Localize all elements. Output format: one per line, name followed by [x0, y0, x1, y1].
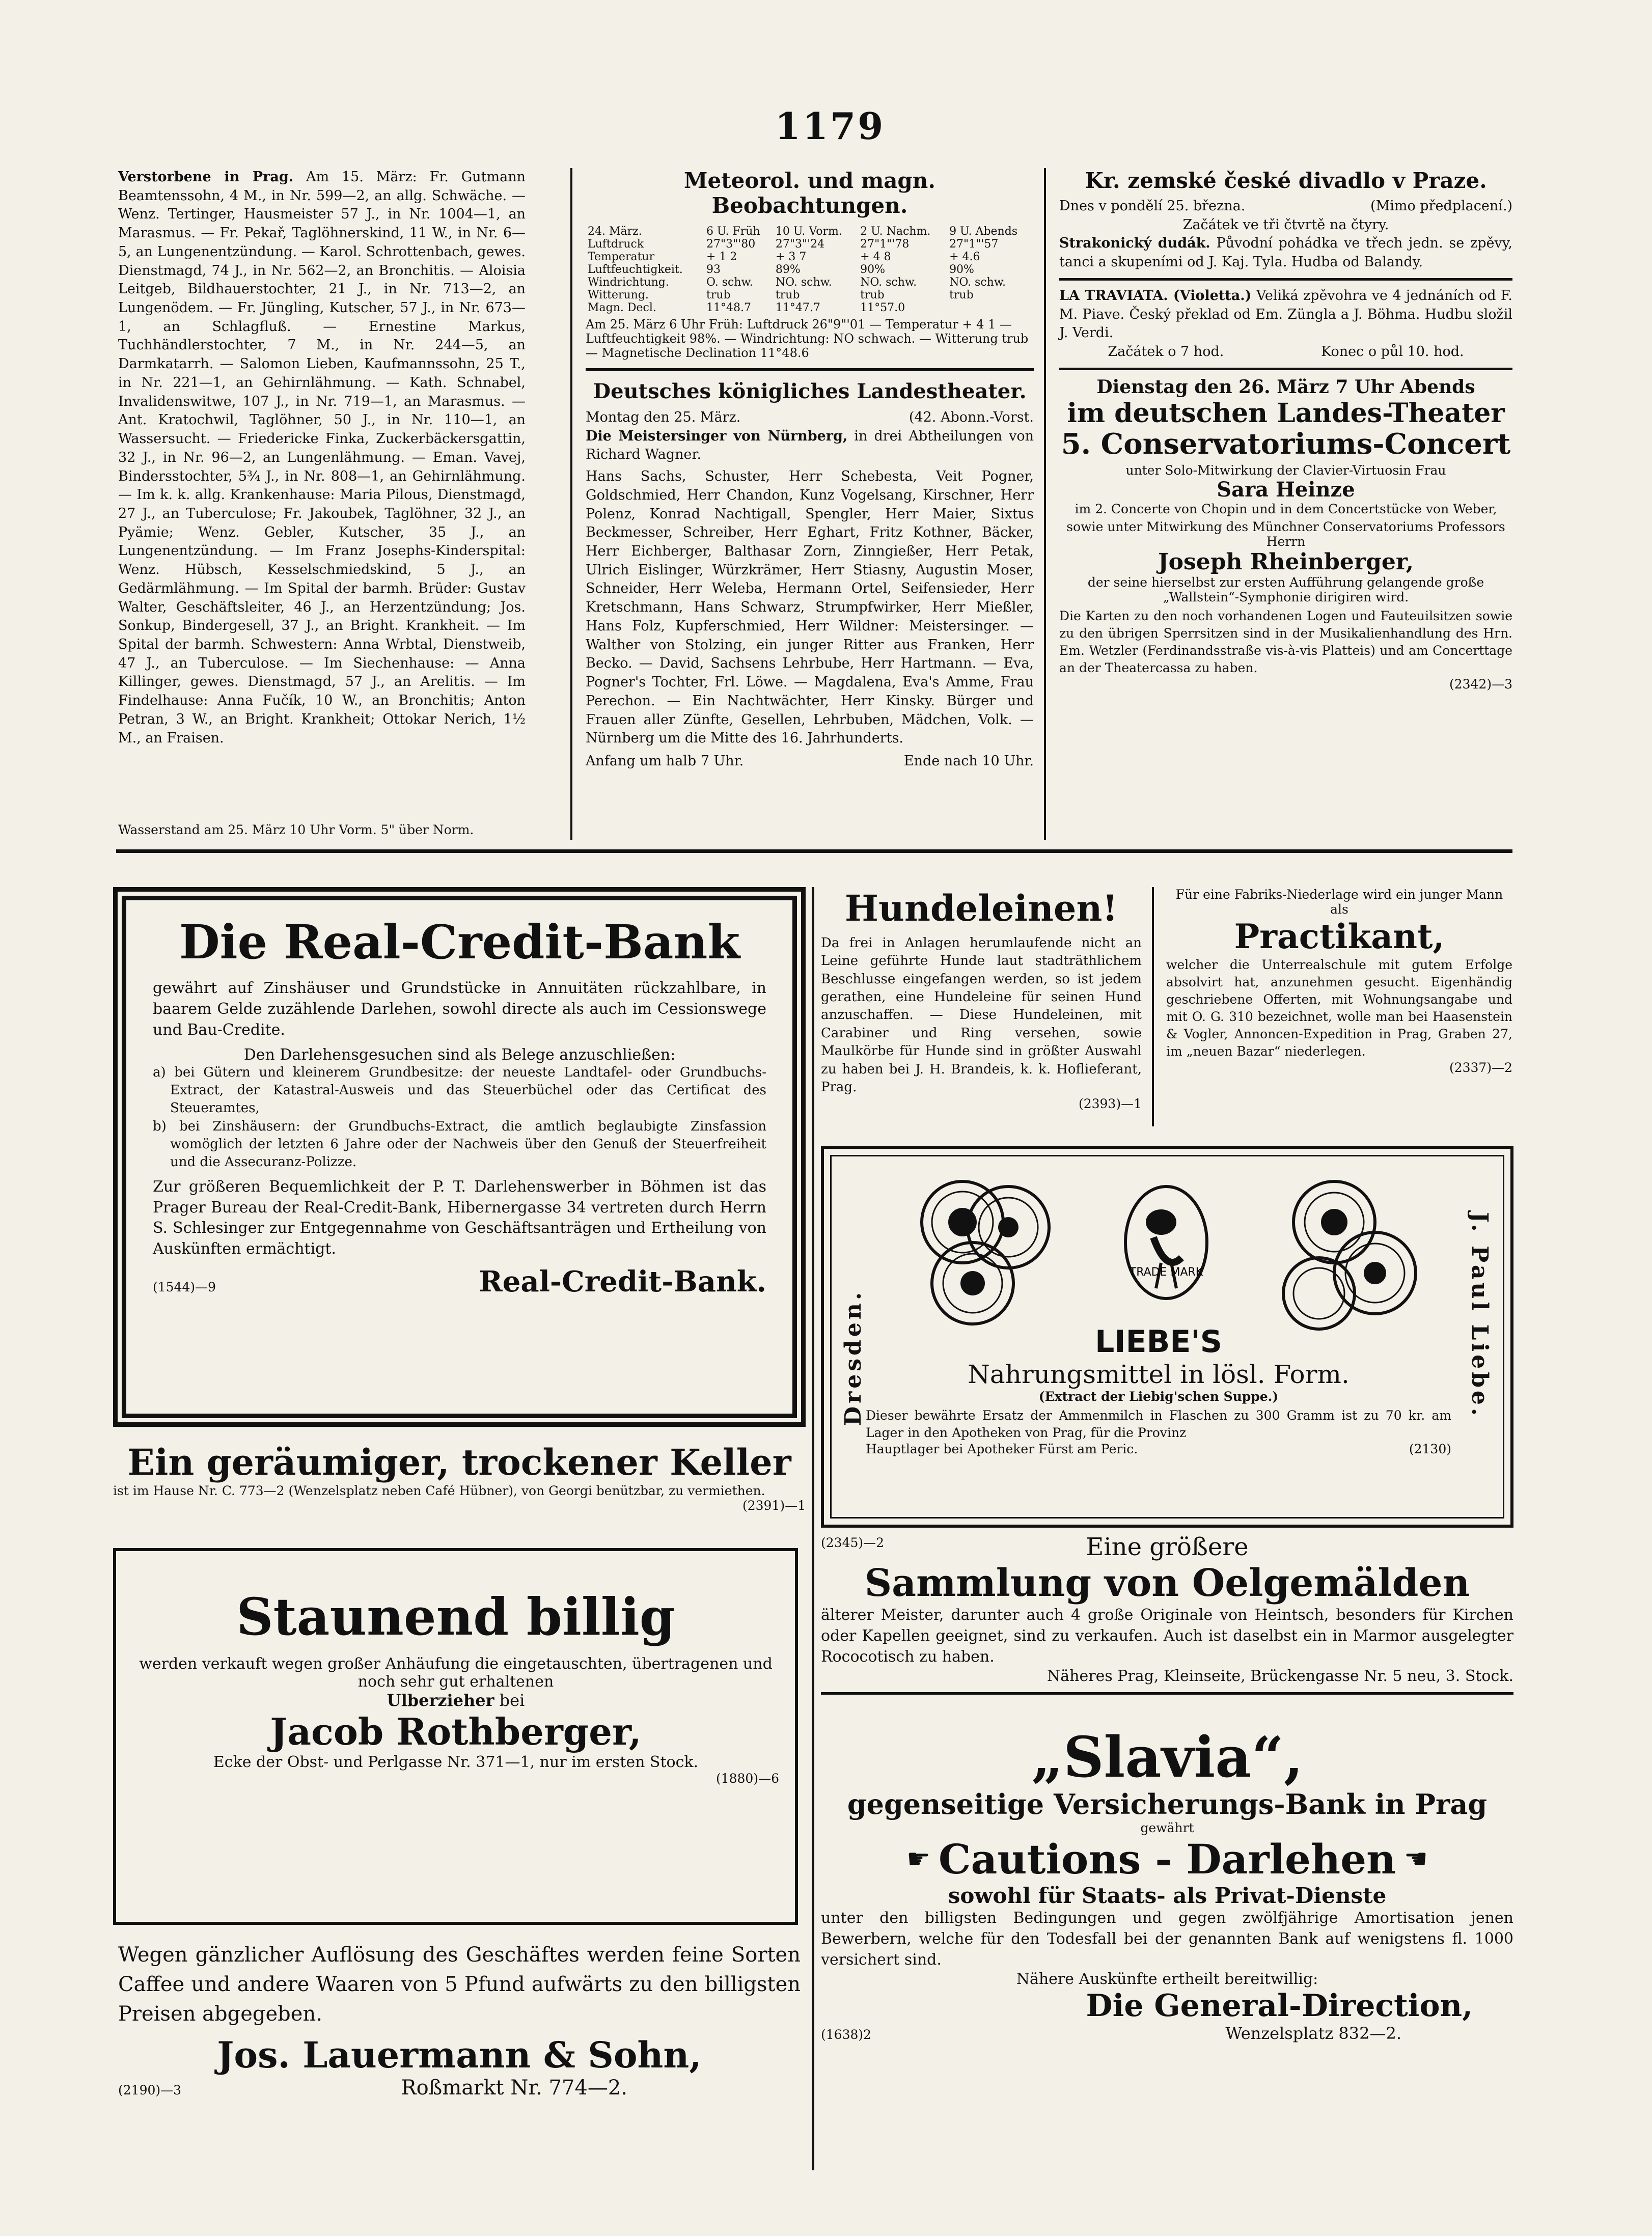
- cheap-code: (1880)—6: [715, 1771, 779, 1786]
- weather-column: [586, 168, 1034, 771]
- weather-row: Luftfeuchtigkeit. 93 89% 90% 90%: [588, 263, 974, 276]
- water-level: Wasserstand am 25. März 10 Uhr Vorm. 5" über Norm.: [118, 822, 474, 837]
- concert-under: unter Solo-Mitwirkung der Clavier-Virtuosin Frau: [1125, 463, 1446, 478]
- dog-ad: [821, 887, 1142, 1111]
- bank-ad: [153, 917, 766, 1299]
- painting-pre: Eine größere: [1086, 1533, 1249, 1561]
- slavia-info: Nähere Auskünfte ertheilt bereitwillig:: [1016, 1970, 1318, 1989]
- deaths-column: [118, 168, 526, 748]
- deaths-text: Am 15. März: Fr. Gutmann Beamtenssohn, 4 M., in Nr. 599—2, an allg. Schwäche. — Wenz. Tertinger, Hausmeister 57 J., in Nr. 1004—1, an Marasmus. — Fr. Pekař, Taglöhnerskind, 11 W., in Nr. 6—5, an Lungenentzündung. — Karol. Schrottenbach, gewes. Dienstmagd, 74 J., in Nr. 562—2, an Bronchitis. — Aloisia Leitgeb, Bildhauerstochter, 21 J., in Nr. 713—2, an Lungenödem. — Fr. Jüngling, Kutscher, 57 J., in Nr. 673—1, an Schlagfluß. — Ernestine Markus, Tuchhändlerstochter, 7 M., in Nr. 244—5, an Darmkatarrh. — Salomon Lieben, Kaufmannssohn, 25 T., in Nr. 221—1, an Gehirnlähmung. — Kath. Schnabel, Invalidenswitwe, 107 J., in Nr. 719—1, an Marasmus. — Ant. Kratochwil, Taglöhner, 50 J., in Nr. 110—1, an Wassersucht. — Friedericke Finka, Zuckerbäckersgattin, 32 J., in Nr. 96—2, an Lungenlähmung. — Eman. Vavej, Bindersstochter, 5¾ J., in Nr. 808—1, an Gehirnlähmung. — Im k. k. allg. Krankenhause: Maria Pilous, Dienstmagd, 27 J., an Tuberculose; Fr. Jakoubek, Taglöhner, 32 J., an Pyämie; Wenz. Gebler, Kutscher, 35 J., an Lungenentzündung. — Im Franz Josephs-Kinderspital: Wenz. Hübsch, Kesselschmiedskind, 5 J., an Gedärmlähmung. — Im Spital der barmh. Brüder: Gustav Walter, Geschäftsleiter, 46 J., an Herzentzündung; Jos. Sonkup, Bindergesell, 37 J., an Bright. Krankheit. — Im Spital der barmh. Schwestern: Anna Wrbtal, Dienstweib, 47 J., an Tuberculose. — Im Siechenhause: — Anna Killinger, gewes. Dienstmagd, 57 J., an Arelitis. — Im Findelhause: Anna Fučík, 10 W., an Bronchitis; Anton Petran, 3 W., an Bright. Krankheit; Ottokar Nerich, 1½ M., an Fraisen.: [118, 169, 526, 746]
- lower-column-rule: [812, 887, 814, 2170]
- rule: [1059, 368, 1512, 370]
- rule: [1059, 278, 1512, 281]
- bank-code: (1544)—9: [153, 1279, 216, 1294]
- cheap-bei: bei: [499, 1691, 525, 1710]
- slavia-ad: [821, 1726, 1513, 2043]
- czech-date: Dnes v pondělí 25. března.: [1059, 198, 1246, 214]
- medal-icon: [1293, 1181, 1375, 1263]
- czech-start-line: Začátek ve tři čtvrtě na čtyry.: [1182, 216, 1389, 233]
- cellar-title: Ein geräumiger, trockener Keller: [127, 1441, 791, 1483]
- theatre-date: Montag den 25. März.: [586, 409, 741, 425]
- pianist-name: Sara Heinze: [1217, 478, 1355, 502]
- painting-code: (2345)—2: [821, 1535, 885, 1550]
- dog-code: (2393)—1: [1078, 1096, 1142, 1112]
- pointing-hand-right-icon: ☛: [906, 1844, 930, 1874]
- bank-item-b: b) bei Zinshäusern: der Grundbuchs-Extract, die amtlich beglaubigte Zinsfassion womöglich der letzten 6 Jahre oder der Nachweis über den Genuß der Steuerfreiheit und die Assecuranz-Polizze.: [153, 1118, 766, 1170]
- traviata-desc: Veliká zpěvohra ve 4 jednáních od F. M. Piave. Český překlad od Em. Züngla a J. Böhma. Hudbu složil J. Verdi.: [1059, 287, 1512, 341]
- cellar-code: (2391)—1: [742, 1498, 806, 1513]
- slavia-signature: Die General-Direction,: [1086, 1988, 1473, 2024]
- coffee-ad: [118, 1940, 801, 2100]
- intern-code: (2337)—2: [1449, 1060, 1512, 1075]
- tickets-text: Die Karten zu den noch vorhandenen Logen und Fauteuilsitzen sowie zu den übrigen Sperrsitzen sind in der Musikalienhandlung des Hrn. Em. Wetzler (Ferdinandsstraße vis-à-vis Platteis) und am Concerttage an der Theatercassa zu haben.: [1059, 609, 1512, 676]
- concert-date: Dienstag den 26. März 7 Uhr Abends: [1096, 376, 1475, 398]
- abonn-label: (42. Abonn.-Vorst.: [908, 409, 1034, 425]
- medal-trademark-text: TRADE MARK: [1129, 1266, 1203, 1279]
- intern-ad: [1166, 887, 1512, 1075]
- column-rule-1: [570, 168, 572, 840]
- weather-note: Am 25. März 6 Uhr Früh: Luftdruck 26"9"'01 — Temperatur + 4 1 — Luftfeuchtigkeit 98%. — Windrichtung: NO schwach. — Witterung trub — Magnetische Declination 11°48.6: [586, 317, 1029, 360]
- slavia-loans: Cautions - Darlehen: [938, 1835, 1396, 1883]
- cheap-name: Jacob Rothberger,: [270, 1710, 642, 1753]
- intern-text1: Für eine Fabriks-Niederlage wird ein junger Mann als: [1175, 887, 1503, 917]
- liebe-left-vertical: Dresden.: [840, 1289, 866, 1426]
- theatre-title: Deutsches königliches Landestheater.: [593, 379, 1027, 403]
- opera-title: Die Meistersinger von Nürnberg,: [586, 428, 848, 444]
- also-line: sowie unter Mitwirkung des Münchner Conservatoriums Professors Herrn: [1066, 519, 1505, 549]
- bank-intro: gewährt auf Zinshäuser und Grundstücke in Annuitäten rückzahlbare, in baarem Gelde zuzählende Darlehen, sowohl directe als auch im Cessionswege und Bau-Credite.: [153, 979, 766, 1039]
- end-time: Ende nach 10 Uhr.: [903, 753, 1034, 769]
- bank-docs-head: Den Darlehensgesuchen sind als Belege anzuschließen:: [243, 1045, 676, 1064]
- weather-title: Meteorol. und magn. Beobachtungen.: [684, 168, 935, 218]
- composer-desc: der seine hierselbst zur ersten Aufführung gelangende große „Wallstein“-Symphonie dirigiren wird.: [1087, 575, 1484, 605]
- cellar-text: ist im Hause Nr. C. 773—2 (Wenzelsplatz neben Café Hübner), von Georgi benützbar, zu vermiethen.: [113, 1483, 765, 1498]
- liebe-brand: LIEBE'S: [1095, 1324, 1222, 1360]
- slavia-address: Wenzelsplatz 832—2.: [1225, 2024, 1401, 2044]
- composer-name: Joseph Rheinberger,: [1158, 549, 1414, 575]
- czech-end: Konec o půl 10. hod.: [1321, 344, 1464, 360]
- medal-icon: [968, 1186, 1049, 1268]
- liebe-right-vertical: J. Paul Liebe.: [1467, 1212, 1493, 1419]
- weather-row: Magn. Decl. 11°48.7 11°47.7 11°57.0: [588, 301, 905, 314]
- bank-title: Die Real-Credit-Bank: [179, 915, 740, 970]
- coffee-address: Roßmarkt Nr. 774—2.: [401, 2076, 627, 2100]
- weather-row: 24. März. 6 U. Früh 10 U. Vorm. 2 U. Nachm. 9 U. Abends: [588, 225, 1018, 238]
- slavia-gewaehrt: gewährt: [1140, 1820, 1194, 1835]
- deaths-heading: Verstorbene in Prag.: [118, 169, 294, 185]
- czech-start: Začátek o 7 hod.: [1108, 344, 1224, 360]
- slavia-text: unter den billigsten Bedingungen und gegen zwölfjährige Amortisation jenen Bewerbern, welche für den Todesfall bei der genannten Bank auf wenigstens fl. 1000 versichert sind.: [821, 1909, 1513, 1969]
- cast-list: Hans Sachs, Schuster, Herr Schebesta, Veit Pogner, Goldschmied, Herr Chandon, Kunz Vogelsang, Kirschner, Herr Polenz, Konrad Nachtigall, Spengler, Herr Maier, Sixtus Beckmesser, Schreiber, Herr Eghart, Fritz Kothner, Bäcker, Herr Eichberger, Balthasar Zorn, Zinngießer, Herr Petak, Ulrich Eislinger, Würzkrämer, Herr Stiasny, Augustin Moser, Schneider, Herr Weleba, Hermann Ortel, Seifensieder, Herr Kretschmann, Hans Schwarz, Strumpfwirker, Herr Mießler, Hans Folz, Kupferschmied, Herr Wildner: Meistersinger. — Walther von Stolzing, ein junger Ritter aus Franken, Herr Becko. — David, Sachsens Lehrbube, Herr Hartmann. — Eva, Pogner's Tochter, Frl. Löwe. — Magdalena, Eva's Amme, Frau Perechon. — Ein Nachtwächter, Herr Kinsky. Bürger und Frauen aller Zünfte, Gesellen, Lehrbuben, Mädchen, Volk. — Nürnberg um die Mitte des 16. Jahrhunderts.: [586, 468, 1034, 747]
- concert-title: 5. Conservatoriums-Concert: [1061, 427, 1511, 461]
- liebe-depot: Hauptlager bei Apotheker Fürst am Peric.: [866, 1442, 1138, 1456]
- dog-text: Da frei in Anlagen herumlaufende nicht an Leine geführte Hunde laut stadträthlichem Beschlusse eingefangen werden, so ist jedem gerathen, eine Hundeleine für seinen Hund anzuschaffen. — Diese Hundeleinen, mit Carabiner und Ring versehen, sowie Maulkörbe für Hunde sind in größter Auswahl zu haben bei J. H. Brandeis, k. k. Hoflieferant, Prag.: [821, 935, 1142, 1095]
- rule: [821, 1692, 1513, 1695]
- painting-text: älterer Meister, darunter auch 4 große Originale von Heintsch, besonders für Kirchen oder Kapellen geeignet, sind zu verkaufen. Auch ist daselbst ein in Marmor ausgelegter Rococotisch zu haben.: [821, 1606, 1513, 1666]
- ad-rule: [1152, 887, 1154, 1126]
- painting-address: Näheres Prag, Kleinseite, Brückengasse Nr. 5 neu, 3. Stock.: [1047, 1667, 1513, 1686]
- coffee-text: Wegen gänzlicher Auflösung des Geschäftes werden feine Sorten Caffee und andere Waaren von 5 Pfund aufwärts zu den billigsten Preisen abgegeben.: [118, 1943, 801, 2026]
- liebe-code: (2130): [1409, 1442, 1451, 1456]
- traviata-title: LA TRAVIATA. (Violetta.): [1059, 287, 1252, 303]
- bank-bureau: Zur größeren Bequemlichkeit der P. T. Darlehenswerber in Böhmen ist das Prager Bureau der Real-Credit-Bank, Hibernergasse 34 vertreten durch Herrn S. Schlesinger zur Entgegennahme von Geschäftsanträgen und Ertheilung von Auskünften ermächtigt.: [153, 1177, 766, 1258]
- liebe-medals: [896, 1166, 1436, 1334]
- medal-icon: [932, 1243, 1013, 1324]
- trademark-bird-icon: [1125, 1186, 1207, 1299]
- liebe-product: Nahrungsmittel in lösl. Form.: [968, 1360, 1350, 1389]
- cellar-ad: [113, 1441, 806, 1513]
- weather-row: Temperatur + 1 2 + 3 7 + 4 8 + 4.6: [588, 251, 980, 263]
- czech-theatre-title: Kr. zemské české divadlo v Praze.: [1085, 168, 1487, 193]
- pointing-hand-left-icon: ☚: [1404, 1844, 1428, 1874]
- section-rule: [116, 849, 1512, 853]
- slavia-code: (1638)2: [821, 2027, 872, 2042]
- cheap-address: Ecke der Obst- und Perlgasse Nr. 371—1, nur im ersten Stock.: [213, 1753, 699, 1771]
- slavia-line1: sowohl für Staats- als Privat-Dienste: [948, 1883, 1387, 1908]
- concert-code: (2342)—3: [1449, 677, 1512, 692]
- intern-text2: welcher die Unterrealschule mit gutem Erfolge absolvirt hat, anzunehmen gesucht. Eigenhändig geschriebene Offerten, mit Wohnungsangabe und mit O. G. 310 bezeichnet, wolle man bei Haasenstein & Vogler, Annoncen-Expedition in Prag, Graben 27, im „neuen Bazar“ niederlegen.: [1166, 957, 1512, 1059]
- slavia-subtitle: gegenseitige Versicherungs-Bank in Prag: [847, 1788, 1488, 1820]
- coffee-code: (2190)—3: [118, 2083, 182, 2097]
- opera-subtitle: in drei Abtheilungen von Richard Wagner.: [586, 428, 1034, 463]
- weather-row: Witterung. trub trub trub trub: [588, 289, 974, 301]
- play-title: Strakonický dudák.: [1059, 235, 1210, 252]
- weather-row: Windrichtung. O. schw. NO. schw. NO. schw. NO. schw.: [588, 276, 1006, 289]
- cheap-text: werden verkauft wegen großer Anhäufung die eingetauschten, übertragenen und noch sehr gut erhaltenen: [139, 1655, 773, 1691]
- dog-title: Hundeleinen!: [844, 887, 1118, 929]
- concert-place: im deutschen Landes-Theater: [1067, 397, 1505, 429]
- painting-ad: [821, 1535, 1513, 1695]
- czech-theatre-column: [1059, 168, 1512, 692]
- weather-table: [586, 225, 1034, 360]
- cheap-item: Ulberzieher: [387, 1691, 494, 1710]
- rule: [586, 368, 1034, 371]
- medal-icon: [1283, 1258, 1355, 1329]
- bank-item-a: a) bei Gütern und kleinerem Grundbesitze: der neueste Landtafel- oder Grundbuchs-Extract, der Katastral-Ausweis und das Steuerbüchel oder das Certificat des Steueramtes,: [153, 1064, 766, 1116]
- painting-title: Sammlung von Oelgemälden: [864, 1561, 1470, 1605]
- czech-note: (Mimo předplacení.): [1370, 198, 1512, 214]
- page-number: 1179: [775, 104, 886, 148]
- start-time: Anfang um halb 7 Uhr.: [586, 753, 744, 769]
- intern-title: Practikant,: [1234, 917, 1445, 956]
- slavia-title: „Slavia“,: [1031, 1724, 1304, 1790]
- play-desc: Původní pohádka ve třech jedn. se zpěvy, tanci a skupeními od J. Kaj. Tyla. Hudba od Balandy.: [1059, 235, 1512, 270]
- column-rule-2: [1044, 168, 1046, 840]
- liebe-ad: [866, 1324, 1451, 1456]
- coffee-name: Jos. Lauermann & Sohn,: [217, 2034, 702, 2076]
- pianist-desc: im 2. Concerte von Chopin und in dem Concertstücke von Weber,: [1075, 502, 1497, 517]
- cheap-title: Staunend billig: [236, 1587, 675, 1647]
- cheap-ad: [132, 1589, 779, 1786]
- bank-signature: Real-Credit-Bank.: [479, 1264, 766, 1299]
- liebe-subtitle: (Extract der Liebig'schen Suppe.): [1038, 1389, 1279, 1404]
- liebe-text: Dieser bewährte Ersatz der Ammenmilch in Flaschen zu 300 Gramm ist zu 70 kr. am Lager in den Apotheken von Prag, für die Provinz: [866, 1408, 1451, 1440]
- weather-row: Luftdruck 27"3"'80 27"3"'24 27"1"'78 27"1"'57: [588, 238, 999, 251]
